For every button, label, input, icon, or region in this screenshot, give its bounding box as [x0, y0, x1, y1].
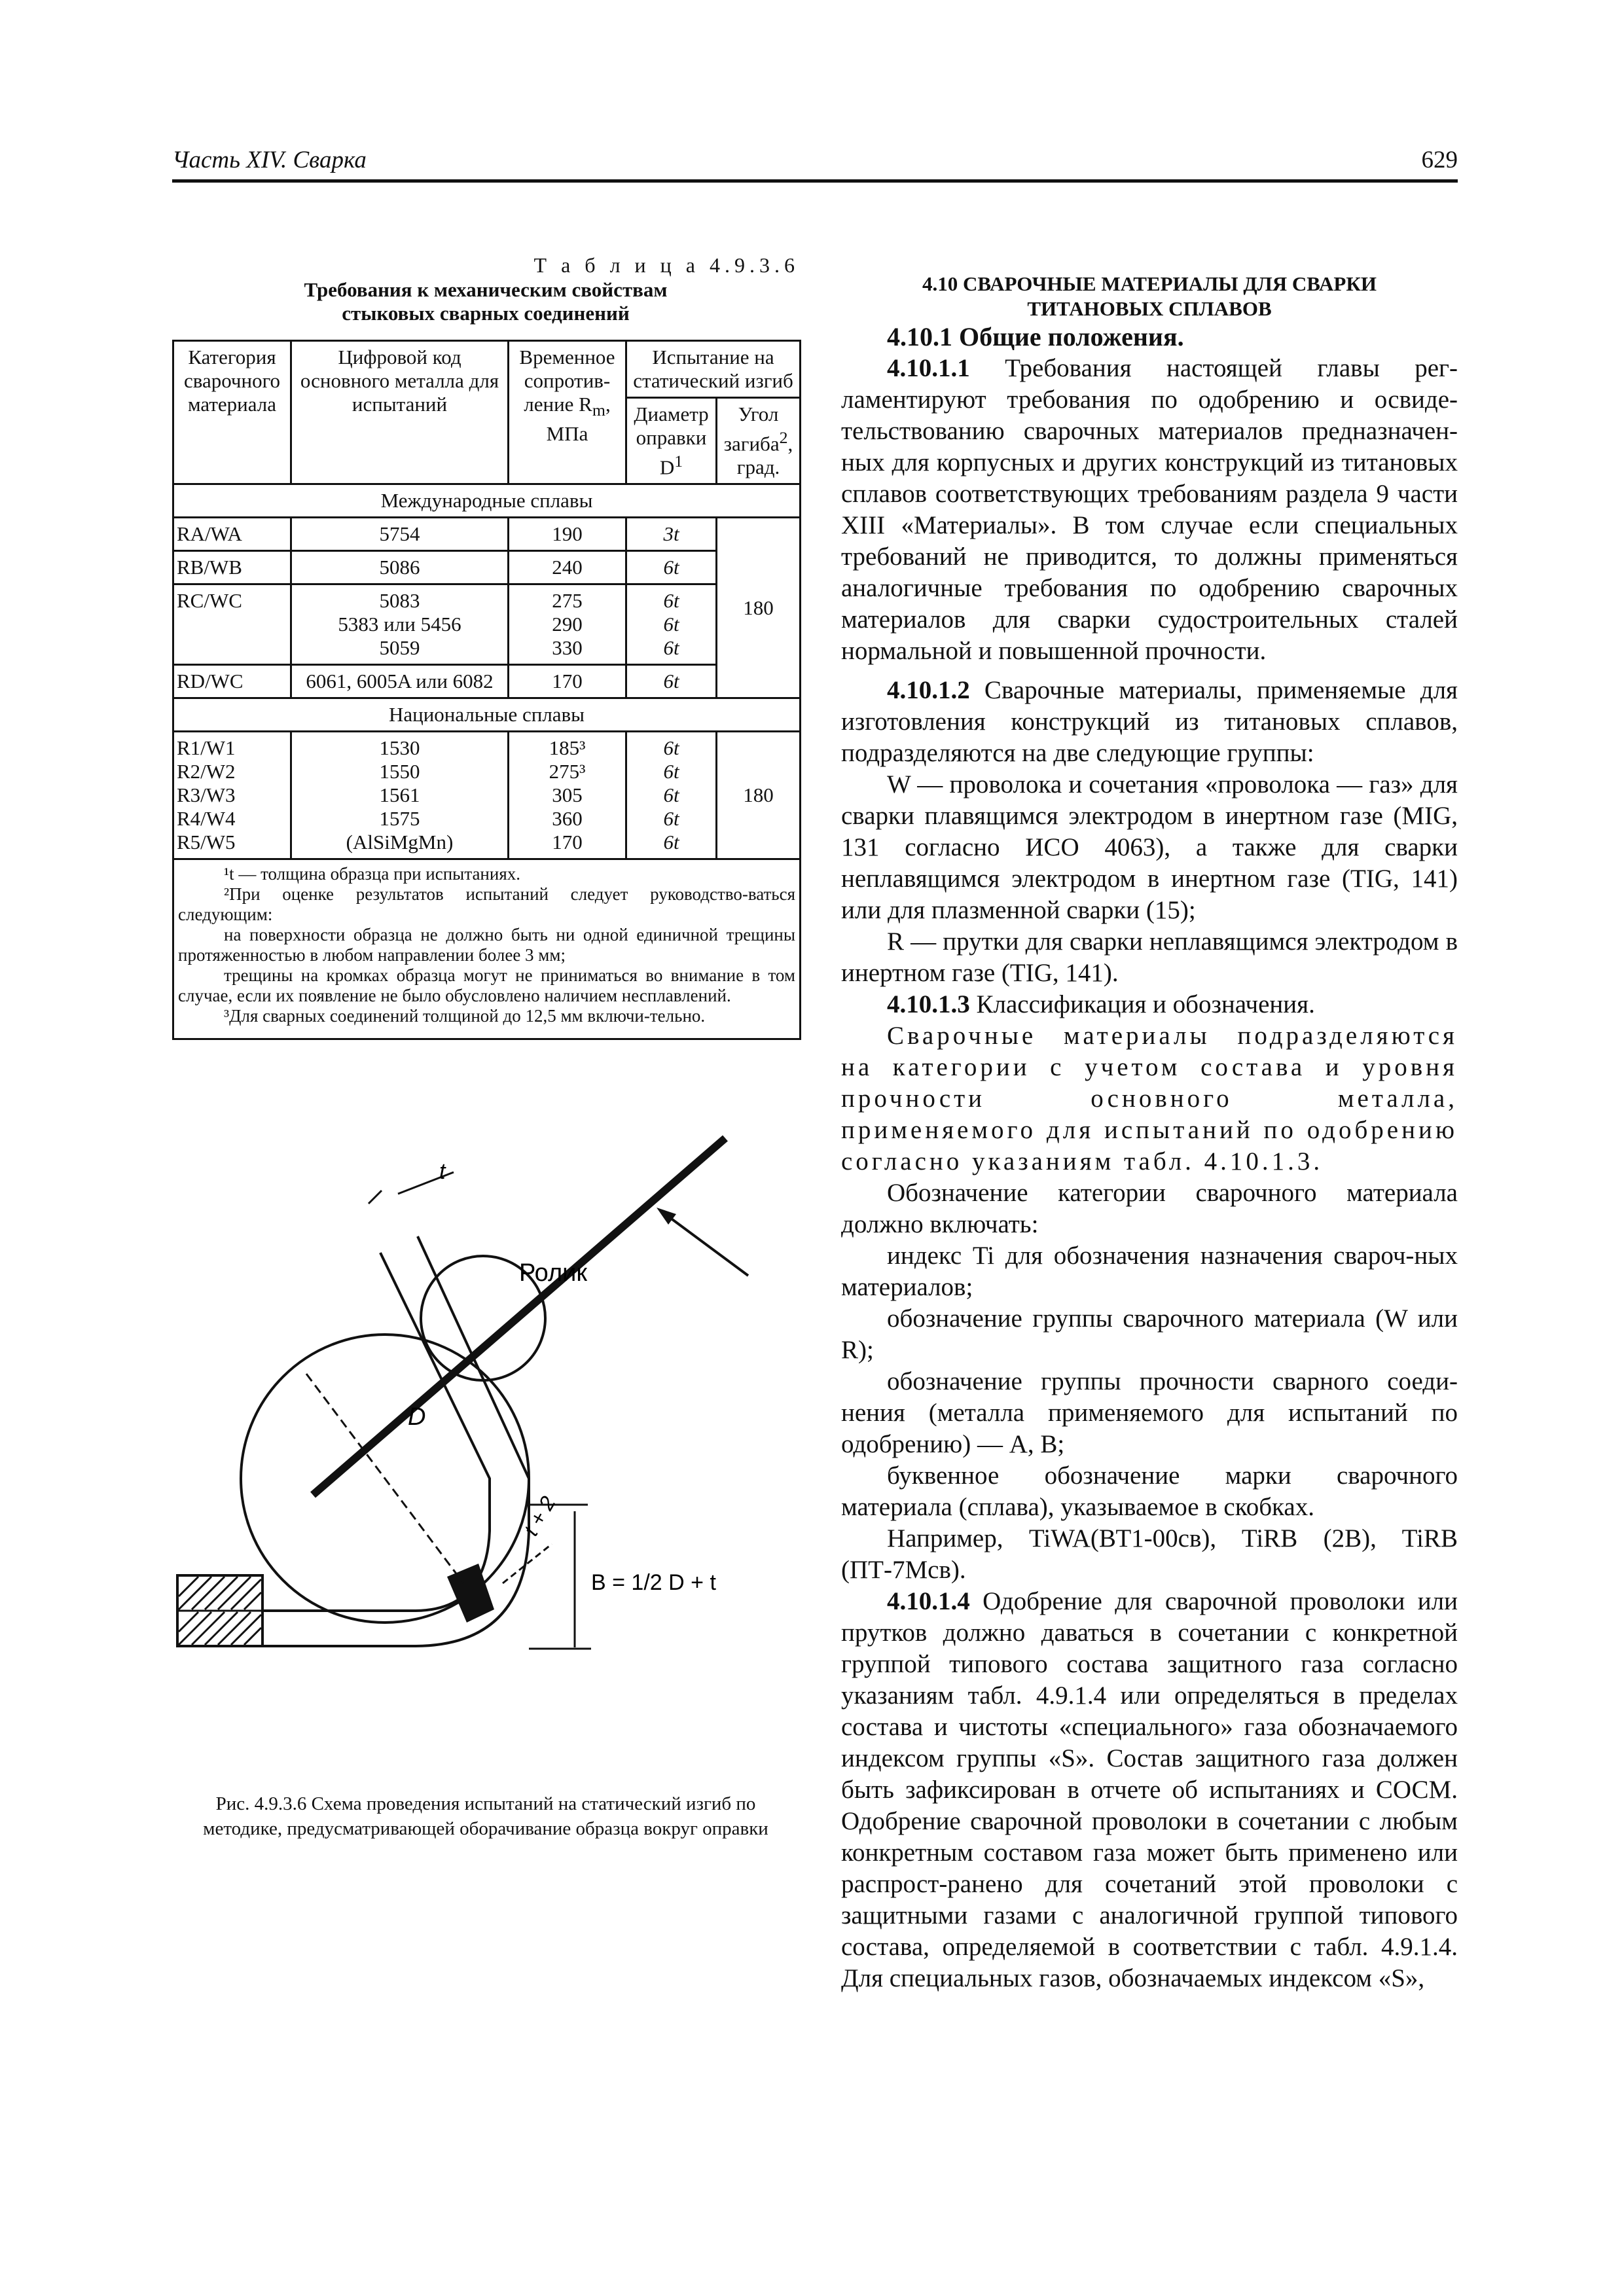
- table-title-line2: стыковых сварных соединений: [342, 302, 630, 325]
- section-title-line2: ТИТАНОВЫХ СПЛАВОВ: [1027, 297, 1272, 320]
- note-1: ¹t — толщина образца при испытаниях.: [224, 864, 521, 884]
- section-title-line1: 4.10 СВАРОЧНЫЕ МАТЕРИАЛЫ ДЛЯ СВАРКИ: [922, 272, 1377, 295]
- paragraph-designation: Обозначение категории сварочного материала должно включать:: [841, 1179, 1458, 1238]
- paragraph-categories: Сварочные материалы подразделяются на категории с учетом состава и уровня прочности основного металла, применяемого для испытаний по одобрению согласно указаниям табл. 4.10.1.3.: [841, 1022, 1458, 1175]
- figure-caption: Рис. 4.9.3.6 Схема проведения испытаний на статический изгиб по методике, предусматривающей оборачивание образца вокруг оправки: [203, 1793, 768, 1840]
- table-label: Т а б л и ц а 4.9.3.6: [533, 253, 799, 277]
- bend-test-figure: [172, 1112, 799, 1780]
- table-title-line1: Требования к механическим свойствам: [304, 278, 668, 301]
- label-b: B = 1/2 D + t: [591, 1570, 716, 1596]
- section-body: [841, 321, 1458, 1994]
- note-3: ³Для сварных соединений толщиной до 12,5 мм включи-тельно.: [224, 1006, 706, 1026]
- paragraph-4-10-1-1: 4.10.1.1 Требования настоящей главы рег-ламентируют требования по одобрению и освиде-тельствованию сварочных материалов предназначен-ных для корпусных и других конструкций из титановых сплавов соответствующих требованиям раздела 9 части XIII «Материалы». В том случае если специальных требований не приводится, то должны применяться аналогичные требования по одобрению сварочных материалов для сварки судостроительных сталей нормальной и повышенной прочности.: [841, 354, 1458, 665]
- right-column: [841, 252, 1458, 1994]
- left-column: [172, 252, 799, 1841]
- national-angle: 180: [717, 732, 801, 859]
- label-t: t: [439, 1159, 446, 1185]
- note-2a: на поверхности образца не должно быть ни одной единичной трещины протяженностью в любом направлении более 3 мм;: [178, 925, 796, 965]
- subsection-general: 4.10.1 Общие положения.: [887, 322, 1184, 351]
- page-number: 629: [1421, 147, 1458, 173]
- th-strength: Временное сопротив-ление $R_m$, МПа: [509, 341, 626, 484]
- th-angle: Угол загиба$^2$, град.: [717, 398, 801, 484]
- label-d: D: [408, 1403, 426, 1431]
- th-category: Категория сварочного материала: [173, 341, 291, 484]
- table-row: RC/WC 5083 5383 или 5456 5059 275 290 330 6t 6t 6t: [173, 584, 801, 665]
- table-row: R1/W1 R2/W2 R3/W3 R4/W4 R5/W5 1530 1550 1561 1575 (AlSiMgMn) 185³ 275³ 305 360 170 6t 6t 6t 6t 6t 180: [173, 732, 801, 859]
- paragraph-group-designation: обозначение группы сварочного материала (W или R);: [841, 1304, 1458, 1364]
- label-roller: Ролик: [519, 1259, 587, 1287]
- table-notes: [173, 859, 801, 1039]
- label-t-plus-2: t + 2: [518, 1492, 560, 1540]
- paragraph-4-10-1-2: 4.10.1.2 Сварочные материалы, применяемые для изготовления конструкций из титановых сплавов, подразделяются на две следующие группы:: [841, 676, 1458, 767]
- th-bend-test: Испытание на статический изгиб: [626, 341, 801, 398]
- section-international: Международные сплавы: [173, 484, 801, 518]
- intl-angle: 180: [717, 518, 801, 698]
- table-row: RD/WC 6061, 6005A или 6082 170 6t: [173, 665, 801, 698]
- th-code: Цифровой код основного металла для испытаний: [291, 341, 509, 484]
- table-row: RB/WB 5086 240 6t: [173, 551, 801, 584]
- paragraph-index-ti: индекс Ti для обозначения назначения свароч-ных материалов;: [841, 1242, 1458, 1301]
- paragraph-group-r: R — прутки для сварки неплавящимся электродом в инертном газе (TIG, 141).: [841, 927, 1458, 987]
- paragraph-4-10-1-3: 4.10.1.3 Классификация и обозначения.: [887, 990, 1315, 1018]
- note-2: ²При оценке результатов испытаний следует руководство-ваться следующим:: [178, 884, 796, 925]
- clamp-block: [177, 1575, 262, 1646]
- paragraph-example: Например, TiWA(ВТ1-00св), TiRB (2В), TiRB (ПТ-7Мсв).: [841, 1524, 1458, 1584]
- mechanical-properties-table: [172, 340, 801, 1040]
- specimen: [262, 1236, 529, 1646]
- bend-test-diagram: [172, 1112, 799, 1780]
- paragraph-strength-group: обозначение группы прочности сварного соеди-нения (металла применяемого для испытаний по одобрению) — A, B;: [841, 1367, 1458, 1458]
- note-2b: трещины на кромках образца могут не приниматься во внимание в том случае, если их появление не было обусловлено наличием несплавлений.: [178, 965, 796, 1006]
- paragraph-4-10-1-4: 4.10.1.4 Одобрение для сварочной проволоки или прутков должно даваться в сочетании с конкретной группой типового состава защитного газа согласно указаниям табл. 4.9.1.4 или определяться в пределах состава и чистоты «специального» газа обозначаемого индексом группы «S». Состав защитного газа должен быть зафиксирован в отчете об испытаниях и СОСМ. Одобрение сварочной проволоки в сочетании с любым конкретным составом газа может быть применено или распрост-ранено для сочетаний этой проволоки с защитными газами с аналогичной группой типового состава, определяемой в соответствии с табл. 4.9.1.4. Для специальных газов, обозначаемых индексом «S»,: [841, 1587, 1458, 1992]
- paragraph-grade-letter: буквенное обозначение марки сварочного материала (сплава), указываемое в скобках.: [841, 1462, 1458, 1521]
- paragraph-group-w: W — проволока и сочетания «проволока — газ» для сварки плавящимся электродом в инертном газе (MIG, 131 согласно ИСО 4063), а также для сварки неплавящимся электродом в инертном газе (TIG, 141) или для плазменной сварки (15);: [841, 770, 1458, 924]
- section-national: Национальные сплавы: [173, 698, 801, 732]
- page-header: [172, 145, 1458, 183]
- running-title: Часть XIV. Сварка: [172, 147, 367, 173]
- table-row: RA/WA 5754 190 3t 180: [173, 518, 801, 551]
- th-diameter: Диаметр оправки $D^1$: [626, 398, 717, 484]
- axis-line: [313, 1138, 725, 1495]
